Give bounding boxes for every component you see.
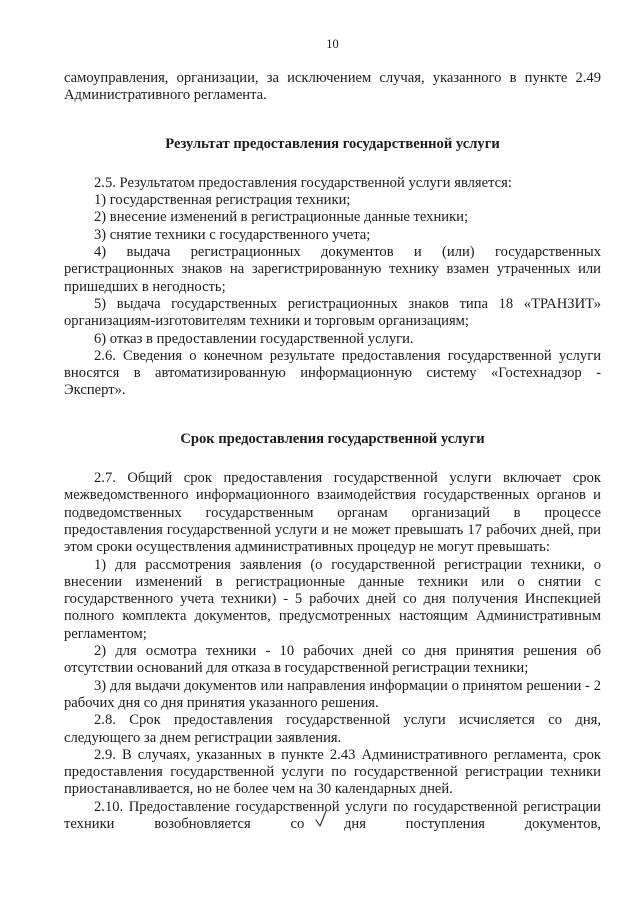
term-item-2: 2) для осмотра техники - 10 рабочих дней со дня принятия решения об отсутствии оснований для отказа в государственной регистрации техники; [64, 643, 601, 677]
page-number: 10 [326, 37, 339, 51]
list-item-5: 5) выдача государственных регистрационных знаков типа 18 «ТРАНЗИТ» организациям-изготовителям техники и торговым организациям; [64, 295, 601, 330]
document-page [64, 36, 601, 833]
paragraph-2-6: 2.6. Сведения о конечном результате предоставления государственной услуги вносятся в автоматизированную информационную систему «Гостехнадзор - Эксперт». [64, 347, 601, 399]
term-item-1: 1) для рассмотрения заявления (о государственной регистрации техники, о внесении изменений в регистрационные данные техники или о снятии с государственного учета техники) - 5 рабочих дней со дня получения Инспекцией полного комплекта документов, предусмотренных настоящим Административным регламентом; [64, 556, 601, 642]
list-item-3: 3) снятие техники с государственного учета; [94, 226, 371, 243]
section-heading-result: Результат предоставления государственной услуги [165, 135, 500, 152]
paragraph-2-7: 2.7. Общий срок предоставления государственной услуги включает срок межведомственного информационного взаимодействия государственных органов и подведомственных государственным органам организаций в процессе предоставления государственной услуги и не может превышать 17 рабочих дней, при этом сроки осуществления административных процедур не могут превышать: [64, 470, 601, 556]
paragraph-2-10: 2.10. Предоставление государственной услуги по государственной регистрации техники возобновляется со дня поступления документов, [64, 798, 601, 832]
paragraph-2-8: 2.8. Срок предоставления государственной услуги исчисляется со дня, следующего за днем регистрации заявления. [64, 712, 601, 746]
list-item-1: 1) государственная регистрация техники; [94, 192, 351, 209]
handwritten-check-mark-icon [314, 809, 328, 829]
intro-paragraph: самоуправления, организации, за исключением случая, указанного в пункте 2.49 Административного регламента. [64, 70, 601, 104]
list-item-6: 6) отказ в предоставлении государственной услуги. [94, 330, 414, 347]
list-item-2: 2) внесение изменений в регистрационные данные техники; [94, 209, 469, 226]
paragraph-2-9: 2.9. В случаях, указанных в пункте 2.43 Административного регламента, срок предоставления государственной услуги по государственной регистрации техники приостанавливается, но не более чем на 30 календарных дней. [64, 746, 601, 798]
paragraph-2-5: 2.5. Результатом предоставления государственной услуги является: [94, 174, 512, 191]
term-item-3: 3) для выдачи документов или направления информации о принятом решении - 2 рабочих дня со дня принятия указанного решения. [64, 677, 601, 711]
list-item-4: 4) выдача регистрационных документов и (или) государственных регистрационных знаков на зарегистрированную технику взамен утраченных или пришедших в негодность; [64, 244, 601, 295]
section-heading-term: Срок предоставления государственной услуги [180, 430, 485, 447]
